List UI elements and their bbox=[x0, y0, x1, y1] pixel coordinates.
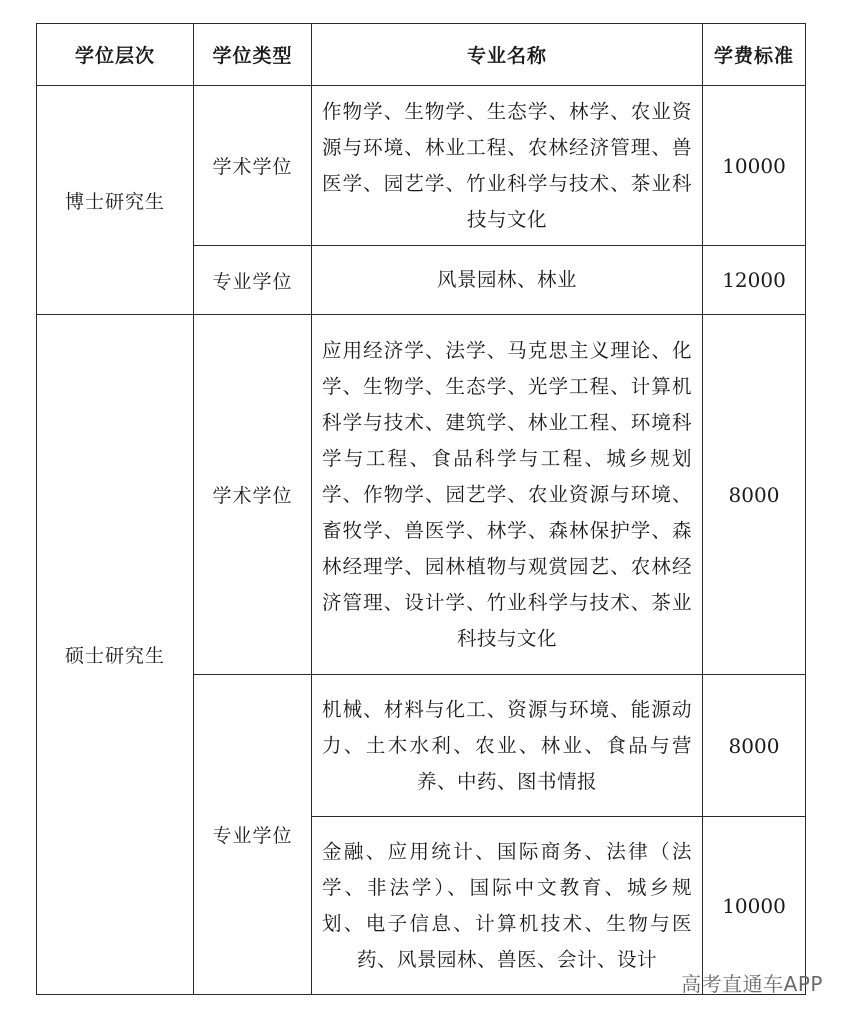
master-level-cell: 硕士研究生 bbox=[37, 315, 194, 995]
doctoral-professional-majors: 风景园林、林业 bbox=[436, 268, 577, 291]
watermark-text: 高考直通车APP bbox=[681, 972, 823, 996]
doctoral-academic-fee-cell: 10000 bbox=[703, 86, 806, 246]
master-academic-type-cell: 学术学位 bbox=[194, 315, 312, 675]
doctoral-academic-type-cell: 学术学位 bbox=[194, 86, 312, 246]
master-professional-type-cell: 专业学位 bbox=[194, 675, 312, 995]
doctoral-professional-fee-cell: 12000 bbox=[703, 246, 806, 315]
header-tuition-fee: 学费标准 bbox=[703, 24, 806, 86]
doctoral-professional-type-cell: 专业学位 bbox=[194, 246, 312, 315]
table-row bbox=[37, 86, 806, 246]
header-degree-type: 学位类型 bbox=[194, 24, 312, 86]
master-academic-majors-cell bbox=[312, 315, 703, 675]
master-professional-group2-majors: 金融、应用统计、国际商务、法律（法学、非法学）、国际中文教育、城乡规划、电子信息、计算机技术、生物与医药、风景园林、兽医、会计、设计 bbox=[322, 839, 692, 971]
header-major-name: 专业名称 bbox=[312, 24, 703, 86]
doctoral-level-cell: 博士研究生 bbox=[37, 86, 194, 315]
tuition-fee-table bbox=[36, 23, 806, 995]
master-professional-group2-majors-cell bbox=[312, 817, 703, 995]
master-academic-fee-cell: 8000 bbox=[703, 315, 806, 675]
doctoral-academic-majors-cell bbox=[312, 86, 703, 246]
table-row bbox=[37, 315, 806, 675]
master-professional-group1-fee-cell: 8000 bbox=[703, 675, 806, 817]
doctoral-professional-majors-cell bbox=[312, 246, 703, 315]
master-professional-group2-fee-cell: 10000 bbox=[703, 817, 806, 995]
doctoral-academic-majors: 作物学、生物学、生态学、林学、农业资源与环境、林业工程、农林经济管理、兽医学、园艺学、竹业科学与技术、茶业科技与文化 bbox=[322, 99, 692, 231]
header-degree-level: 学位层次 bbox=[37, 24, 194, 86]
master-academic-majors: 应用经济学、法学、马克思主义理论、化学、生物学、生态学、光学工程、计算机科学与技术、建筑学、林业工程、环境科学与工程、食品科学与工程、城乡规划学、作物学、园艺学、农业资源与环境、畜牧学、兽医学、林学、森林保护学、森林经理学、园林植物与观赏园艺、农林经济管理、设计学、竹业科学与技术、茶业科技与文化 bbox=[322, 338, 692, 650]
header-row bbox=[37, 24, 806, 86]
master-professional-group1-majors-cell bbox=[312, 675, 703, 817]
master-professional-group1-majors: 机械、材料与化工、资源与环境、能源动力、土木水利、农业、林业、食品与营养、中药、图书情报 bbox=[322, 697, 692, 793]
